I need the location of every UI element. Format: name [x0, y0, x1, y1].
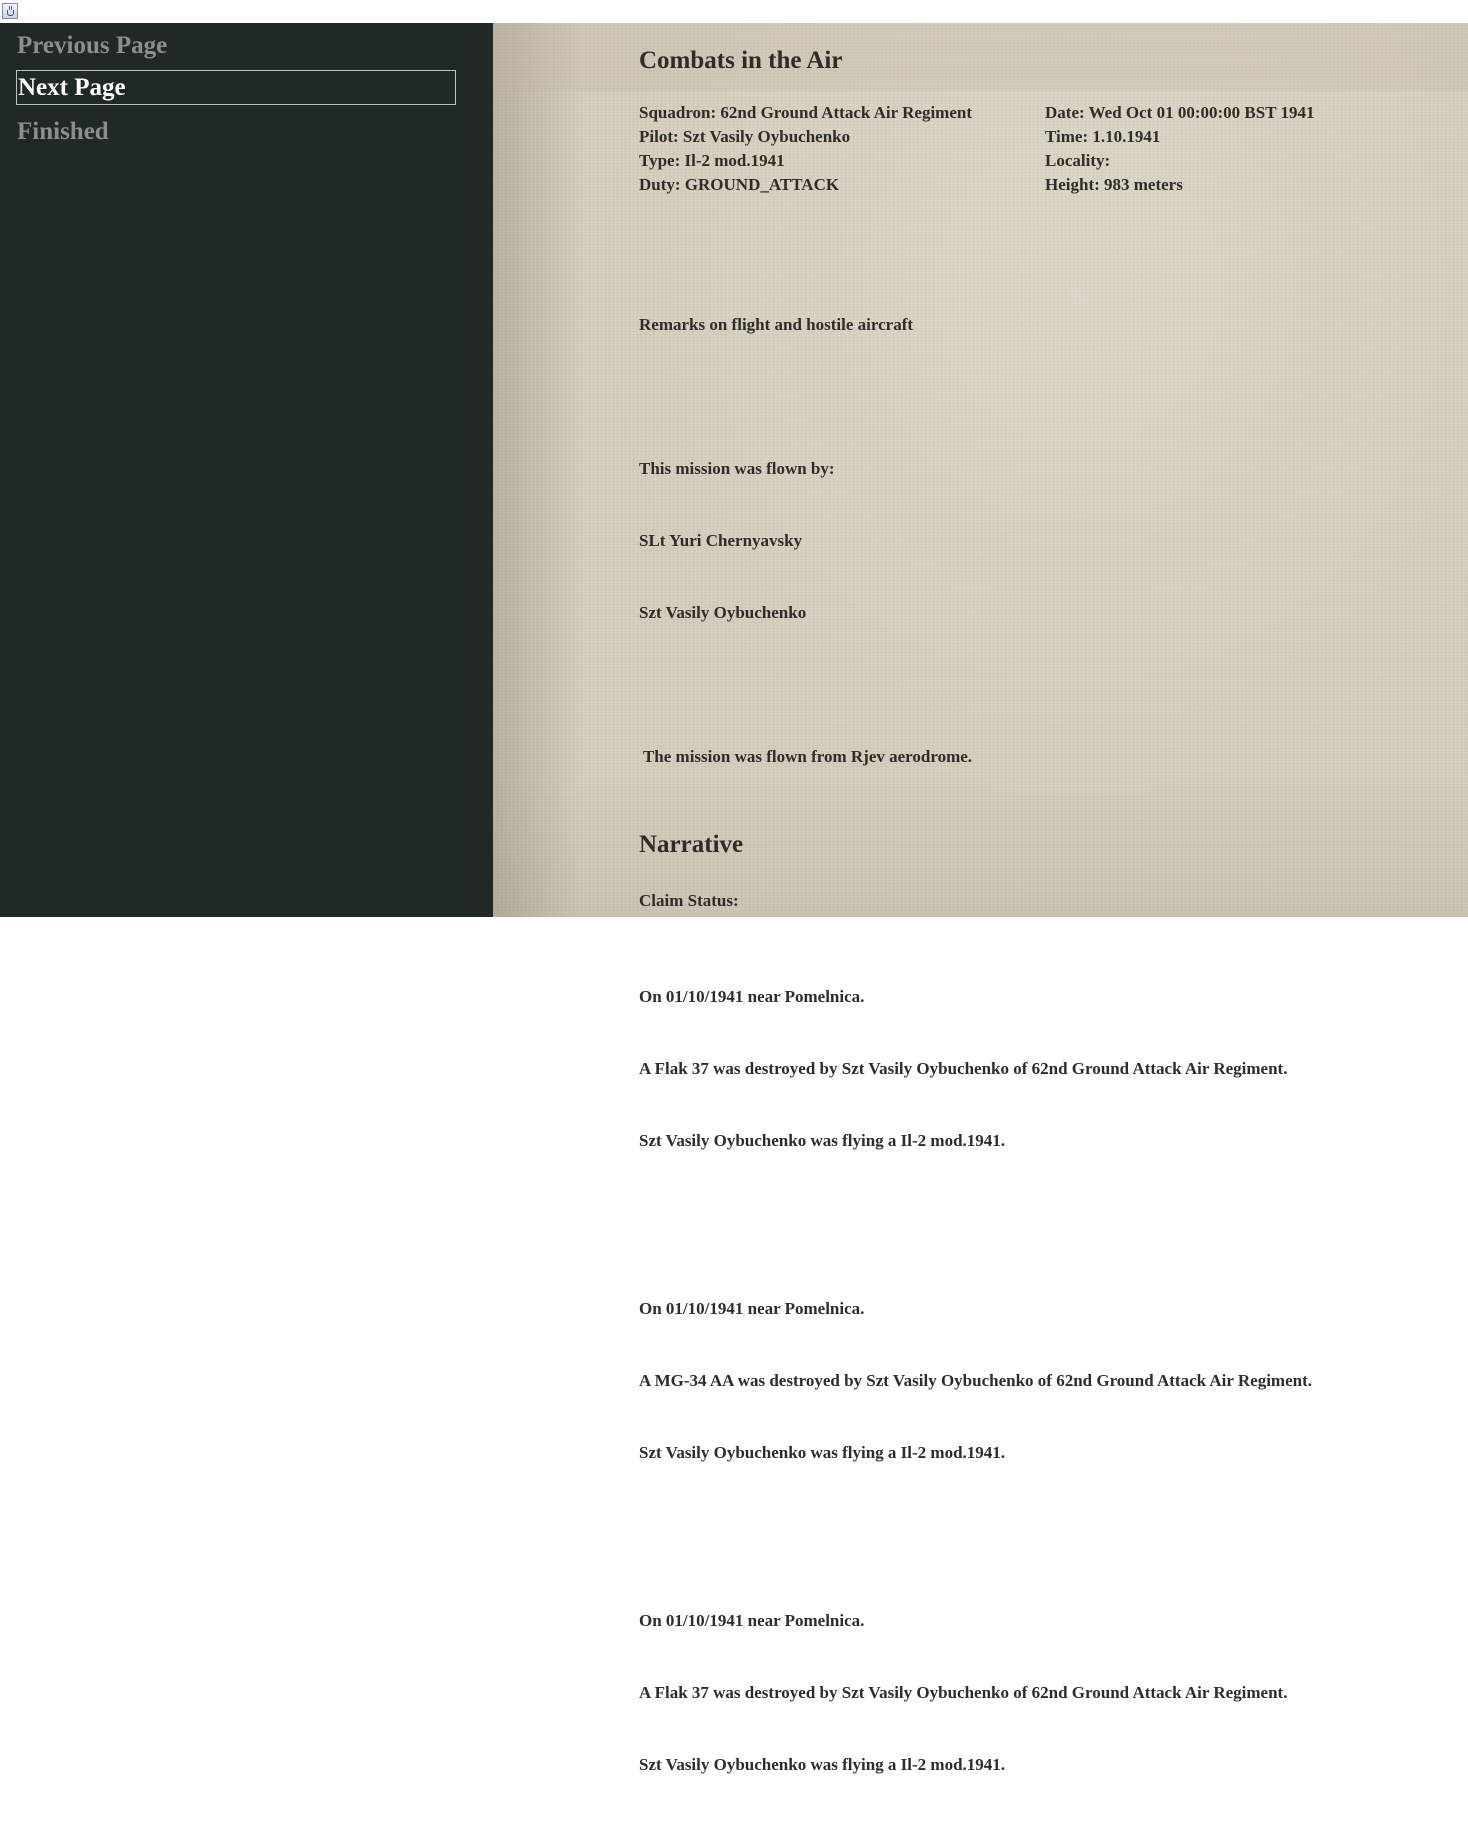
- aerodrome-text: The mission was flown from Rjev aerodrome.: [639, 747, 973, 766]
- aircraft-type-text: Type: Il-2 mod.1941: [639, 151, 785, 170]
- claim-status-heading: Claim Status:: [639, 891, 739, 910]
- claim-when-where: On 01/10/1941 near Pomelnica.: [639, 1611, 865, 1630]
- claim-destroyed-text: A Flak 37 was destroyed by Szt Vasily Oybuchenko of 62nd Ground Attack Air Regiment.: [639, 1683, 1288, 1702]
- java-cup-icon[interactable]: [2, 3, 18, 19]
- pilot-list-item: Szt Vasily Oybuchenko: [639, 603, 807, 622]
- date-text: Date: Wed Oct 01 00:00:00 BST 1941: [1045, 103, 1315, 122]
- report-body: [639, 265, 1312, 1825]
- narrative-heading: Narrative: [639, 831, 744, 858]
- mission-info-left: [639, 101, 972, 197]
- next-page-button[interactable]: Next Page: [16, 70, 456, 105]
- window-titlebar: [0, 0, 1468, 23]
- squadron-text: Squadron: 62nd Ground Attack Air Regiment: [639, 103, 972, 122]
- claim-flying-text: Szt Vasily Oybuchenko was flying a Il-2 mod.1941.: [639, 1131, 1006, 1150]
- locality-text: Locality:: [1045, 151, 1111, 170]
- finished-button[interactable]: Finished: [17, 118, 109, 145]
- height-text: Height: 983 meters: [1045, 175, 1183, 194]
- navigation-sidebar: [0, 23, 493, 917]
- duty-text: Duty: GROUND_ATTACK: [639, 175, 840, 194]
- report-paper: [493, 23, 1468, 1774]
- claim-flying-text: Szt Vasily Oybuchenko was flying a Il-2 mod.1941.: [639, 1443, 1006, 1462]
- claim-when-where: On 01/10/1941 near Pomelnica.: [639, 1299, 865, 1318]
- time-text: Time: 1.10.1941: [1045, 127, 1161, 146]
- remarks-heading: Remarks on flight and hostile aircraft: [639, 315, 914, 334]
- pilot-text: Pilot: Szt Vasily Oybuchenko: [639, 127, 851, 146]
- flown-by-heading: This mission was flown by:: [639, 459, 835, 478]
- mission-info-right: [1045, 101, 1314, 197]
- claim-when-where: On 01/10/1941 near Pomelnica.: [639, 987, 865, 1006]
- claim-flying-text: Szt Vasily Oybuchenko was flying a Il-2 mod.1941.: [639, 1755, 1006, 1774]
- previous-page-button[interactable]: Previous Page: [17, 32, 168, 59]
- claim-destroyed-text: A Flak 37 was destroyed by Szt Vasily Oybuchenko of 62nd Ground Attack Air Regiment.: [639, 1059, 1288, 1078]
- report-title: Combats in the Air: [639, 47, 843, 74]
- pilot-list-item: SLt Yuri Chernyavsky: [639, 531, 803, 550]
- cup-shape: [7, 10, 14, 16]
- claim-destroyed-text: A MG-34 AA was destroyed by Szt Vasily Oybuchenko of 62nd Ground Attack Air Regiment.: [639, 1371, 1313, 1390]
